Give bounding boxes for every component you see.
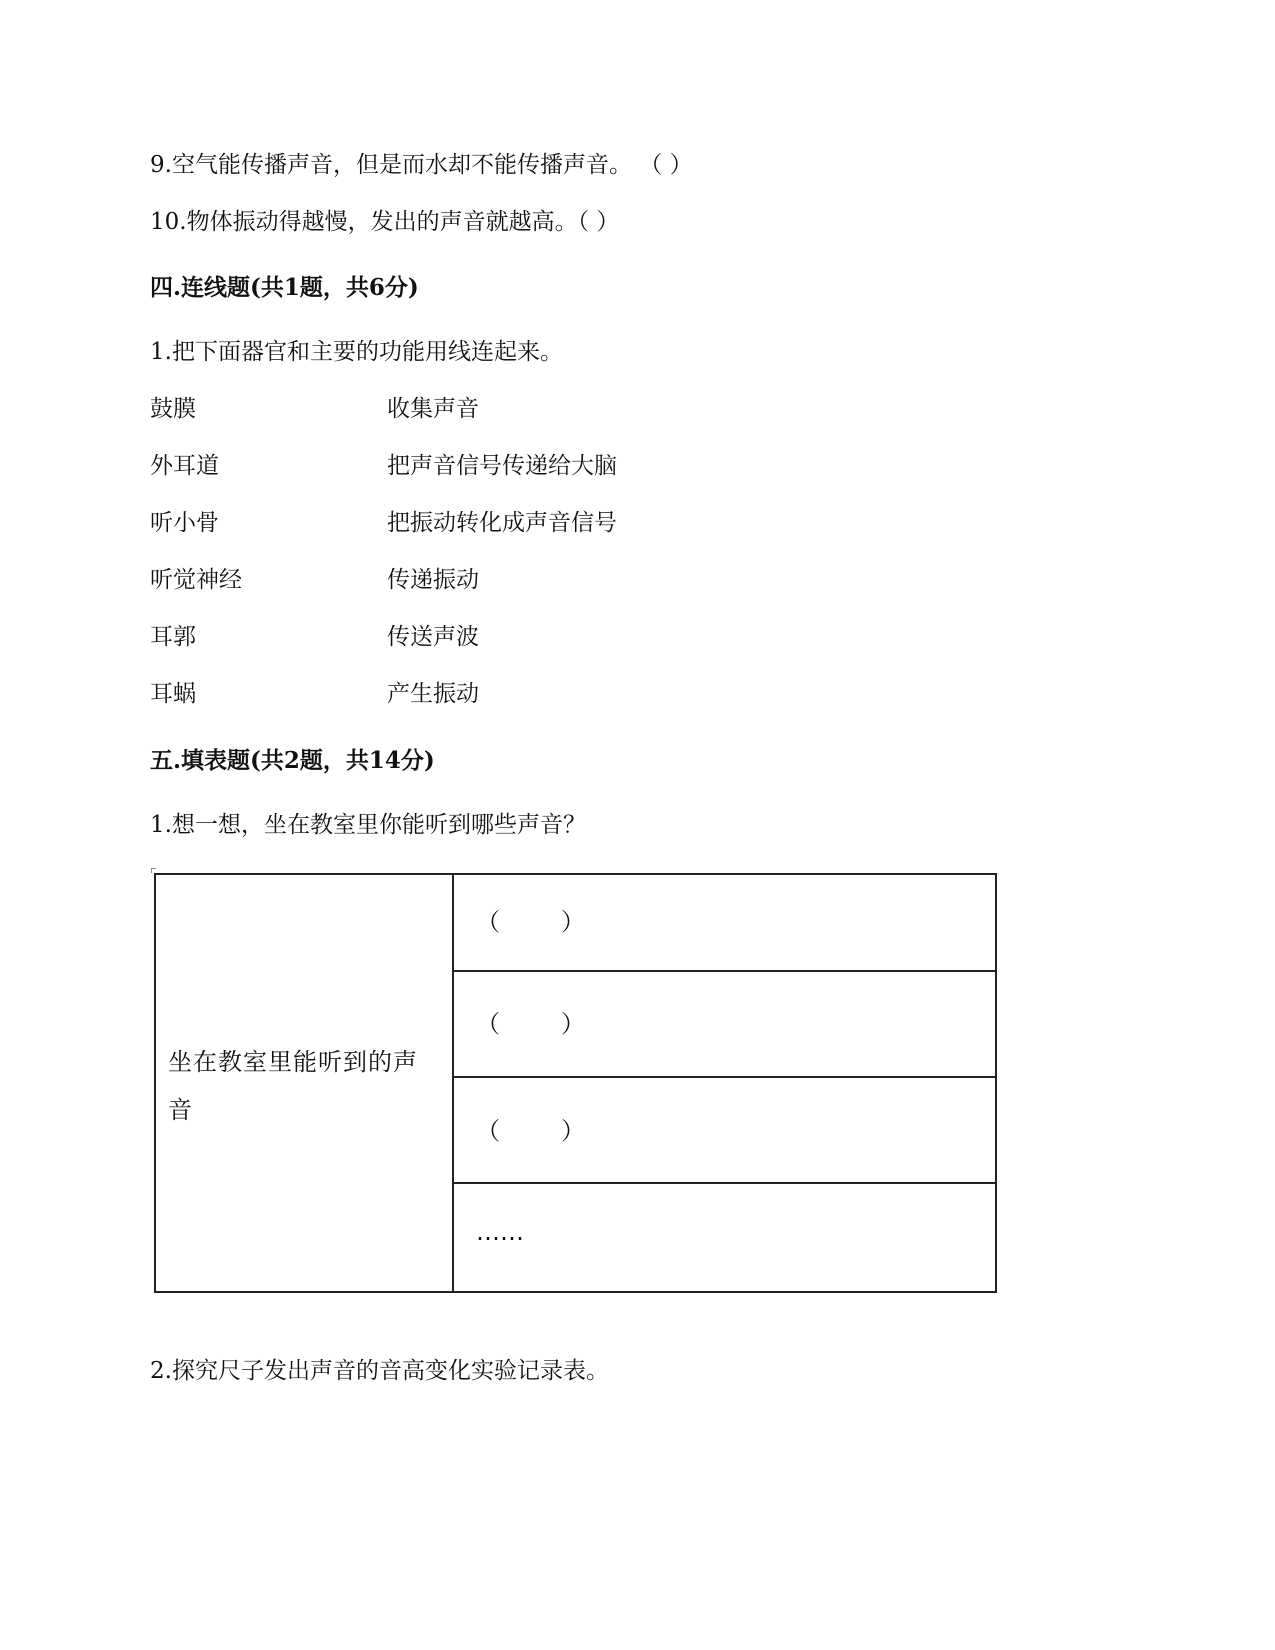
answer-blank: （ ） [476, 1010, 586, 1038]
judgement-item-10: 10.物体振动得越慢，发出的声音就越高。（ ） [150, 209, 620, 235]
answer-cell[interactable] [454, 875, 995, 972]
function-label: 收集声音 [387, 396, 479, 422]
organ-label: 外耳道 [150, 453, 219, 479]
table-label-cell [156, 875, 454, 1291]
section-5-heading: 五.填表题(共2题，共14分) [150, 747, 435, 774]
judgement-item-9: 9.空气能传播声音，但是而水却不能传播声音。 （ ） [150, 152, 693, 178]
answer-cell[interactable] [454, 1184, 995, 1291]
function-label: 传递振动 [387, 567, 479, 593]
fill-table-question-2: 2.探究尺子发出声音的音高变化实验记录表。 [150, 1358, 609, 1384]
answer-blank: （ ） [476, 1117, 586, 1145]
ellipsis-text: …… [476, 1218, 524, 1246]
table-label: 坐在教室里能听到的声音 [168, 1048, 418, 1124]
fill-table-question-1: 1.想一想，坐在教室里你能听到哪些声音？ [150, 812, 586, 838]
organ-label: 耳蜗 [150, 681, 196, 707]
table-answer-column [454, 875, 995, 1291]
organ-label: 耳郭 [150, 624, 196, 650]
section-4-heading: 四.连线题(共1题，共6分) [150, 274, 419, 301]
answer-cell[interactable] [454, 972, 995, 1078]
answer-cell[interactable] [454, 1078, 995, 1184]
matching-question: 1.把下面器官和主要的功能用线连起来。 [150, 339, 563, 365]
sounds-table [154, 873, 997, 1293]
function-label: 产生振动 [387, 681, 479, 707]
function-label: 传送声波 [387, 624, 479, 650]
organ-label: 鼓膜 [150, 396, 196, 422]
function-label: 把声音信号传递给大脑 [387, 453, 617, 479]
organ-label: 听觉神经 [150, 567, 242, 593]
organ-label: 听小骨 [150, 510, 219, 536]
function-label: 把振动转化成声音信号 [387, 510, 617, 536]
answer-blank: （ ） [476, 908, 586, 936]
